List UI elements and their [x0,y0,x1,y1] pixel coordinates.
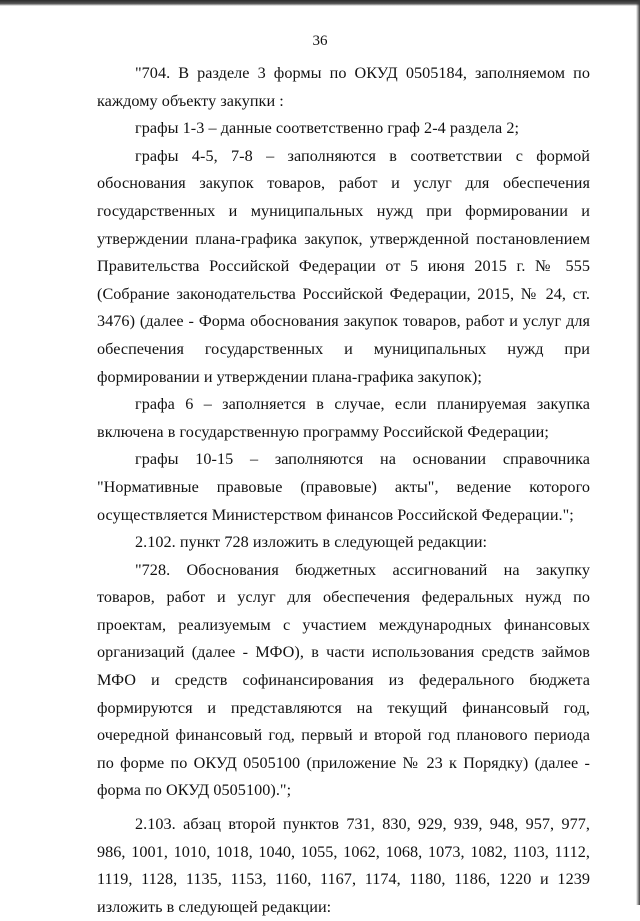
paragraph-704: "704. В разделе 3 формы по ОКУД 0505184, заполняемом по каждому объекту закупки : [97,64,590,110]
paragraph-graph-6: графа 6 – заполняется в случае, если планируемая закупка включена в государственную программу Российской Федерации; [97,395,590,441]
paragraph-graphs-10-15: графы 10-15 – заполняются на основании справочника "Нормативные правовые (правовые) акты", ведение которого осуществляется Министерством финансов Российской Федерации."; [97,450,590,524]
paragraph-728: "728. Обоснования бюджетных ассигнований на закупку товаров, работ и услуг для обеспечения федеральных нужд по проектам, реализуемым с участием международных финансовых организаций (далее - МФО), в части использования средств займов МФО и средств софинансирования из федерального бюджета формируются и представляются на текущий финансовый год, очередной финансовый год, первый и второй год планового периода по форме по ОКУД 0505100 (приложение № 23 к Порядку) (далее - форма по ОКУД 0505100)."; [97,560,590,800]
paragraph-graphs-4-5-7-8: графы 4-5, 7-8 – заполняются в соответствии с формой обоснования закупок товаров, работ и услуг для обеспечения государственных и муниципальных нужд при формировании и утверждении плана-графика закупок, утвержденной постановлением Правительства Российской Федерации от 5 июня 2015 г. № 555 (Собрание законодательства Российской Федерации, 2015, № 24, ст. 3476) (далее - Форма обоснования закупок товаров, работ и услуг для обеспечения государственных и муниципальных нужд при формировании и утверждении плана-графика закупок); [97,146,590,386]
paragraph-2-102: 2.102. пункт 728 изложить в следующей редакции: [135,533,488,552]
paragraph-graphs-1-3: графы 1-3 – данные соответственно граф 2-4 раздела 2; [135,119,520,138]
scan-edge-right [636,0,640,905]
paragraph-2-103: 2.103. абзац второй пунктов 731, 830, 929, 939, 948, 957, 977, 986, 1001, 1010, 1018, 1040, 1055, 1062, 1068, 1073, 1082, 1103, 1112, 1119, 1128, 1135, 1153, 1160, 1167, 1174, 1180, 1186, 1220 и 1239 изложить в следующей редакции: [97,815,590,916]
page-number: 36 [312,33,328,49]
document-body [97,60,590,921]
scan-edge-top [0,0,640,6]
